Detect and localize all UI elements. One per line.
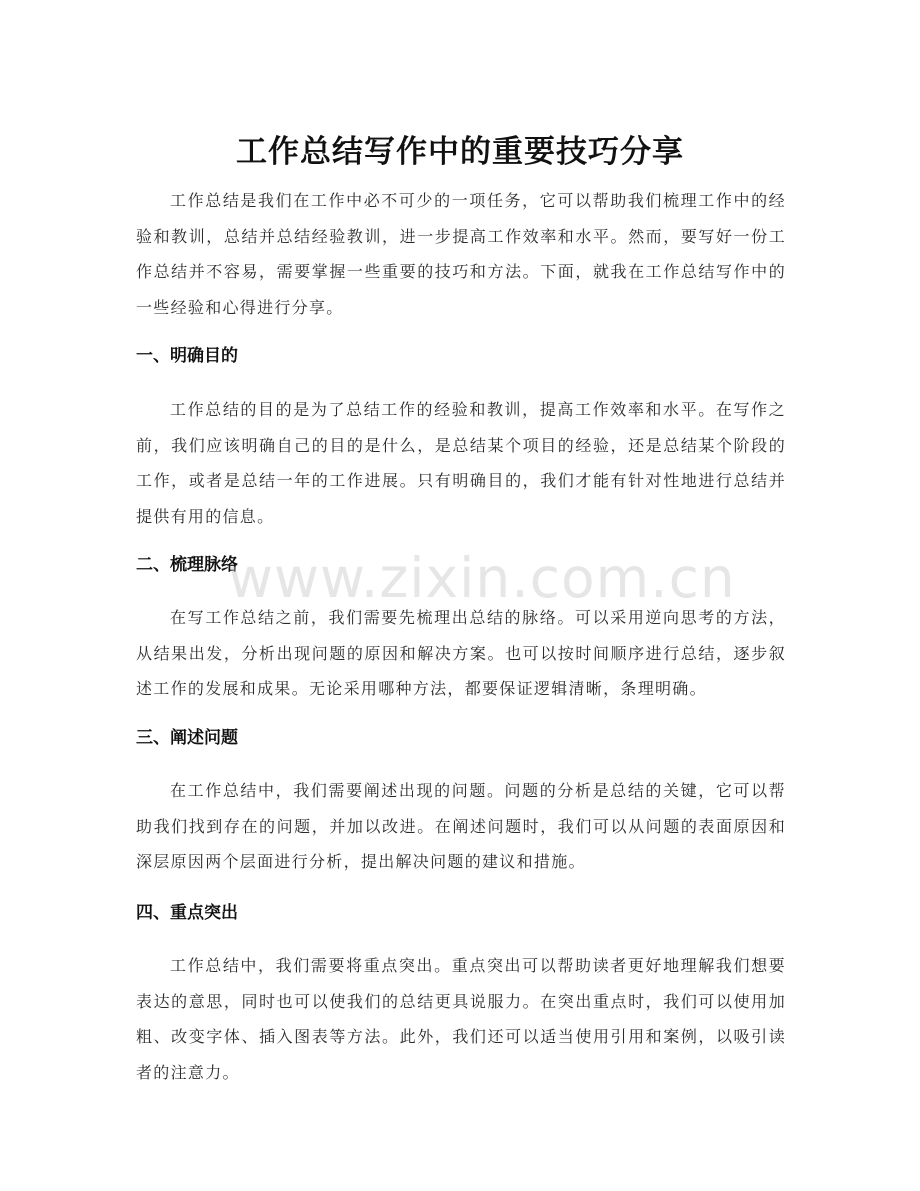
document-title: 工作总结写作中的重要技巧分享 [236, 133, 684, 170]
section-heading-2: 二、梳理脉络 [136, 555, 238, 575]
section-heading-4: 四、重点突出 [136, 903, 238, 923]
section-body-4: 工作总结中，我们需要将重点突出。重点突出可以帮助读者更好地理解我们想要表达的意思，同时也可以使我们的总结更具说服力。在突出重点时，我们可以使用加粗、改变字体、插入图表等方法。此外，我们还可以适当使用引用和案例，以吸引读者的注意力。 [136, 956, 786, 1082]
intro-paragraph: 工作总结是我们在工作中必不可少的一项任务，它可以帮助我们梳理工作中的经验和教训，总结并总结经验教训，进一步提高工作效率和水平。然而，要写好一份工作总结并不容易，需要掌握一些重要的技巧和方法。下面，就我在工作总结写作中的一些经验和心得进行分享。 [136, 191, 786, 317]
watermark: www.zixin.com.cn [228, 546, 736, 610]
section-heading-1: 一、明确目的 [136, 346, 238, 366]
section-heading-3: 三、阐述问题 [136, 728, 238, 748]
section-body-1: 工作总结的目的是为了总结工作的经验和教训，提高工作效率和水平。在写作之前，我们应该明确自己的目的是什么，是总结某个项目的经验，还是总结某个阶段的工作，或者是总结一年的工作进展。只有明确目的，我们才能有针对性地进行总结并提供有用的信息。 [136, 400, 786, 526]
section-body-2: 在写工作总结之前，我们需要先梳理出总结的脉络。可以采用逆向思考的方法，从结果出发，分析出现问题的原因和解决方案。也可以按时间顺序进行总结，逐步叙述工作的发展和成果。无论采用哪种方法，都要保证逻辑清晰，条理明确。 [136, 608, 786, 698]
section-body-3: 在工作总结中，我们需要阐述出现的问题。问题的分析是总结的关键，它可以帮助我们找到存在的问题，并加以改进。在阐述问题时，我们可以从问题的表面原因和深层原因两个层面进行分析，提出解决问题的建议和措施。 [136, 781, 786, 871]
